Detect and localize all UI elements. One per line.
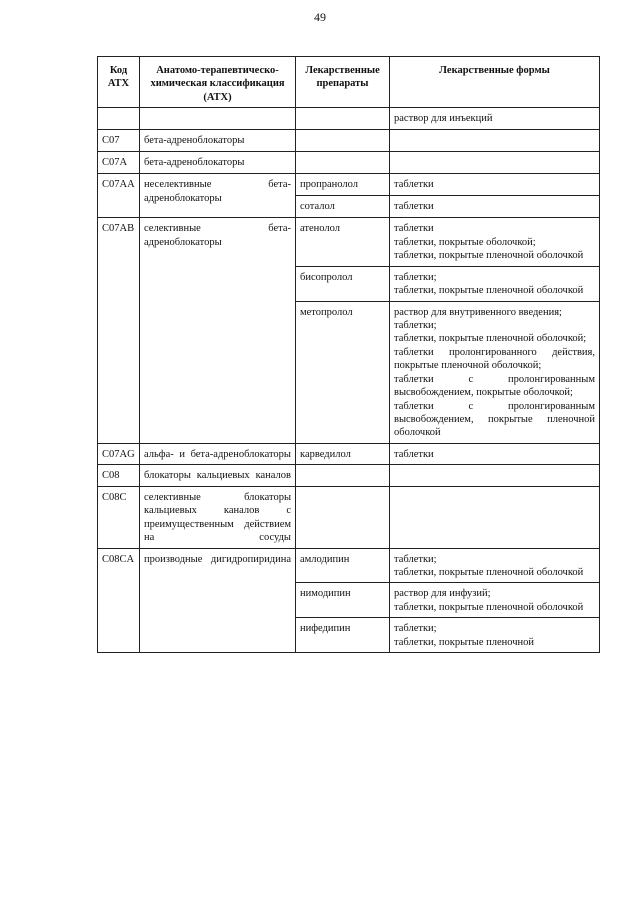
dosage-forms-cell [390,583,600,618]
page-number: 49 [314,10,326,24]
drug-name-cell: нимодипин [296,583,390,618]
dosage-form-item: таблетки, покрытые пленочной оболочкой [394,601,584,613]
dosage-form-item: таблетки, покрытые пленочной оболочкой [394,250,584,262]
dosage-forms-cell [390,465,600,486]
header-code: Код АТХ [98,57,140,108]
classification-name-cell: бета-адреноблокаторы [140,152,296,174]
drug-name-cell [296,108,390,130]
table-row [98,218,600,266]
atx-code-cell: C07AA [98,174,140,218]
drug-name-cell: соталол [296,196,390,218]
atx-code-cell: C07AB [98,218,140,444]
table-row [98,465,600,486]
classification-name-cell: альфа- и бета-адреноблокаторы [140,443,296,464]
dosage-forms-cell [390,301,600,443]
dosage-forms-cell [390,486,600,548]
table-row [98,443,600,464]
atx-code-cell [98,108,140,130]
drug-name-cell [296,130,390,152]
drug-name-cell [296,465,390,486]
classification-name-cell: неселективные бета-адреноблокаторы [140,174,296,218]
table-row [98,152,600,174]
atx-code-cell: C08C [98,486,140,548]
dosage-form-item: таблетки; [394,553,437,565]
dosage-form-item: таблетки [394,201,434,213]
dosage-form-item: таблетки с пролонгированным высвобождением, покрытые пленочной оболочкой [394,400,595,439]
drug-name-cell: бисопролол [296,266,390,301]
atx-code-cell: C08CA [98,548,140,653]
drug-name-cell [296,486,390,548]
classification-name-cell: селективные бета-адреноблокаторы [140,218,296,444]
dosage-form-item: таблетки, покрытые пленочной оболочкой [394,285,584,297]
atx-code-cell: C07A [98,152,140,174]
dosage-forms-cell [390,618,600,653]
dosage-form-item: таблетки с пролонгированным высвобождением, покрытые оболочкой; [394,373,595,399]
dosage-form-item: таблетки [394,448,434,460]
dosage-form-item: таблетки пролонгированного действия, покрытые пленочной оболочкой; [394,346,595,372]
dosage-form-item: таблетки [394,223,434,235]
dosage-form-item: таблетки; [394,623,437,635]
classification-name-cell: бета-адреноблокаторы [140,130,296,152]
table-row [98,108,600,130]
dosage-forms-cell [390,548,600,583]
table-body [98,108,600,653]
dosage-form-item: таблетки, покрытые оболочкой; [394,236,536,248]
table-row [98,174,600,196]
drug-name-cell: метопролол [296,301,390,443]
drug-name-cell [296,152,390,174]
dosage-form-item: таблетки; [394,319,437,331]
drug-name-cell: карведилол [296,443,390,464]
drug-name-cell: пропранолол [296,174,390,196]
header-forms: Лекарственные формы [390,57,600,108]
dosage-forms-cell [390,130,600,152]
drug-name-cell: атенолол [296,218,390,266]
atx-code-cell: C07 [98,130,140,152]
dosage-form-item: таблетки; [394,271,437,283]
table-row [98,486,600,548]
classification-name-cell [140,108,296,130]
table-row [98,548,600,583]
dosage-forms-cell [390,443,600,464]
drug-name-cell: амлодипин [296,548,390,583]
dosage-forms-cell [390,266,600,301]
dosage-form-item: раствор для инфузий; [394,588,491,600]
header-classification: Анатомо-терапевтическо-химическая классификация (АТХ) [140,57,296,108]
drug-name-cell: нифедипин [296,618,390,653]
atx-table [97,56,600,653]
table-header-row [98,57,600,108]
dosage-forms-cell [390,218,600,266]
dosage-forms-cell [390,108,600,130]
classification-name-cell: блокаторы кальциевых каналов [140,465,296,486]
dosage-form-item: раствор для инъекций [394,113,493,125]
dosage-forms-cell [390,174,600,196]
classification-name-cell: селективные блокаторы кальциевых каналов с преимущественным действием на сосуды [140,486,296,548]
dosage-forms-cell [390,196,600,218]
classification-name-cell: производные дигидропиридина [140,548,296,653]
header-drugs: Лекарственные препараты [296,57,390,108]
dosage-form-item: таблетки [394,179,434,191]
dosage-form-item: таблетки, покрытые пленочной [394,636,535,648]
atx-code-cell: C07AG [98,443,140,464]
atx-code-cell: C08 [98,465,140,486]
dosage-form-item: таблетки, покрытые пленочной оболочкой [394,566,584,578]
dosage-form-item: таблетки, покрытые пленочной оболочкой; [394,333,587,345]
table-row [98,130,600,152]
dosage-form-item: раствор для внутривенного введения; [394,306,562,318]
dosage-forms-cell [390,152,600,174]
